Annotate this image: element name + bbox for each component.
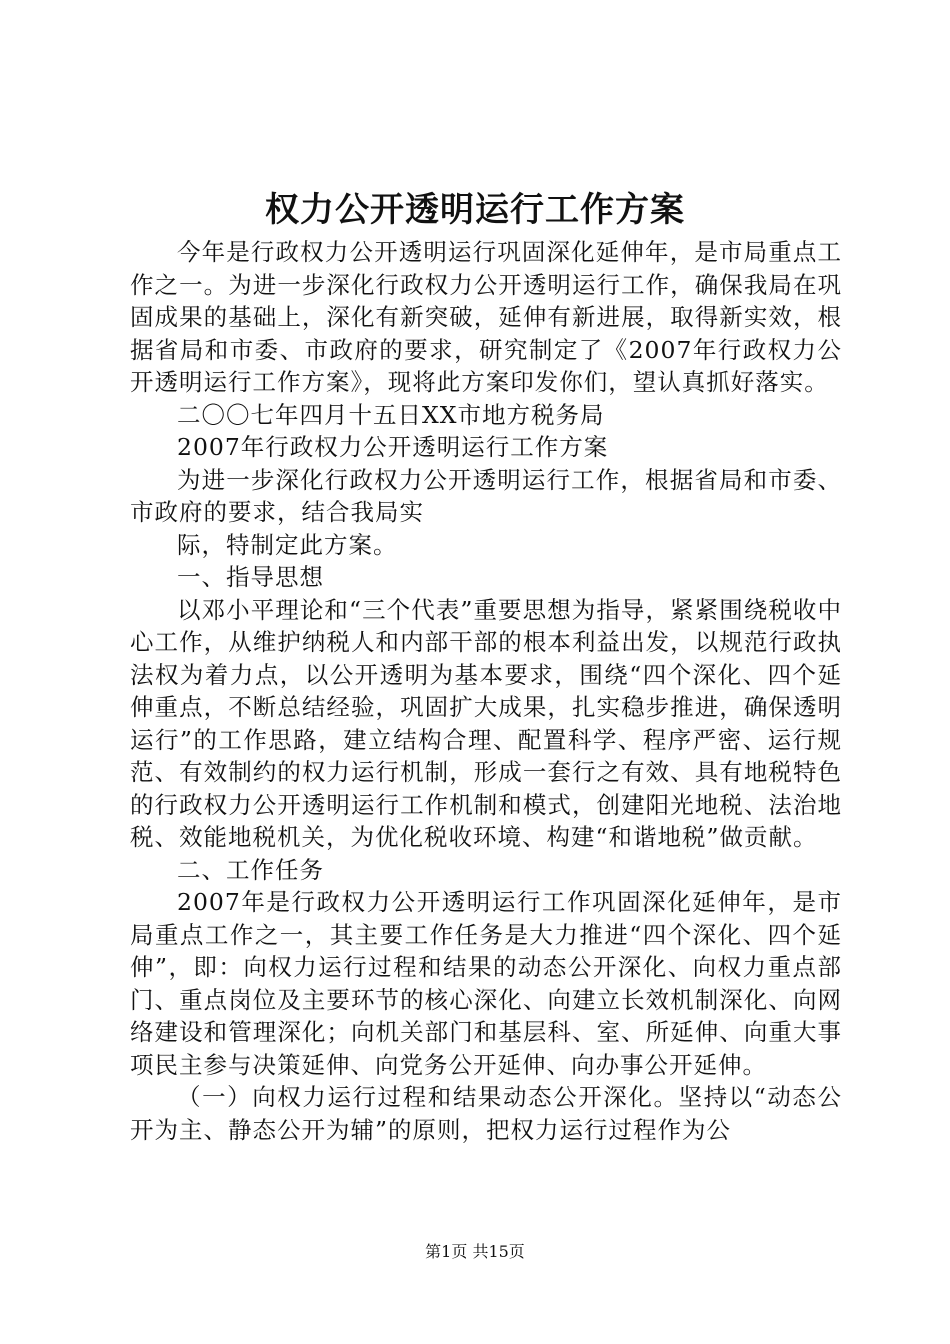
heading-guiding-ideology: 一、指导思想 (177, 563, 324, 591)
paragraph-intro: 今年是行政权力公开透明运行巩固深化延伸年，是市局重点工作之一。为进一步深化行政权力公开透明运行工作，确保我局在巩固成果的基础上，深化有新突破，延伸有新进展，取得新实效，根据省局和市委、市政府的要求，研究制定了《2007年行政权力公开透明运行工作方案》，现将此方案印发你们，望认真抓好落实。 (130, 238, 842, 396)
paragraph-plan-title: 2007年行政权力公开透明运行工作方案 (177, 433, 609, 461)
document-title: 权力公开透明运行工作方案 (265, 190, 685, 230)
page-number: 第1页 共15页 (425, 1242, 525, 1261)
document-body (130, 236, 842, 1146)
paragraph-work-tasks: 2007年是行政权力公开透明运行工作巩固深化延伸年，是市局重点工作之一，其主要工作任务是大力推进“四个深化、四个延伸”，即：向权力运行过程和结果的动态公开深化、向权力重点部门、重点岗位及主要环节的核心深化、向建立长效机制深化、向网络建设和管理深化；向机关部门和基层科、室、所延伸、向重大事项民主参与决策延伸、向党务公开延伸、向办事公开延伸。 (130, 888, 842, 1079)
paragraph-task-one: （一）向权力运行过程和结果动态公开深化。坚持以“动态公开为主、静态公开为辅”的原则，把权力运行过程作为公 (130, 1083, 842, 1144)
paragraph-purpose-cont: 际，特制定此方案。 (177, 530, 398, 559)
heading-work-tasks: 二、工作任务 (177, 855, 324, 884)
paragraph-guiding-ideology: 以邓小平理论和“三个代表”重要思想为指导，紧紧围绕税收中心工作，从维护纳税人和内部干部的根本利益出发，以规范行政执法权为着力点，以公开透明为基本要求，围绕“四个深化、四个延伸重点，不断总结经验，巩固扩大成果，扎实稳步推进，确保透明运行”的工作思路，建立结构合理、配置科学、程序严密、运行规范、有效制约的权力运行机制，形成一套行之有效、具有地税特色的行政权力公开透明运行工作机制和模式，创建阳光地税、法治地税、效能地税机关，为优化税收环境、构建“和谐地税”做贡献。 (130, 595, 842, 851)
paragraph-date-signature: 二〇〇七年四月十五日XX市地方税务局 (177, 400, 605, 429)
paragraph-purpose: 为进一步深化行政权力公开透明运行工作，根据省局和市委、市政府的要求，结合我局实 (130, 465, 842, 526)
